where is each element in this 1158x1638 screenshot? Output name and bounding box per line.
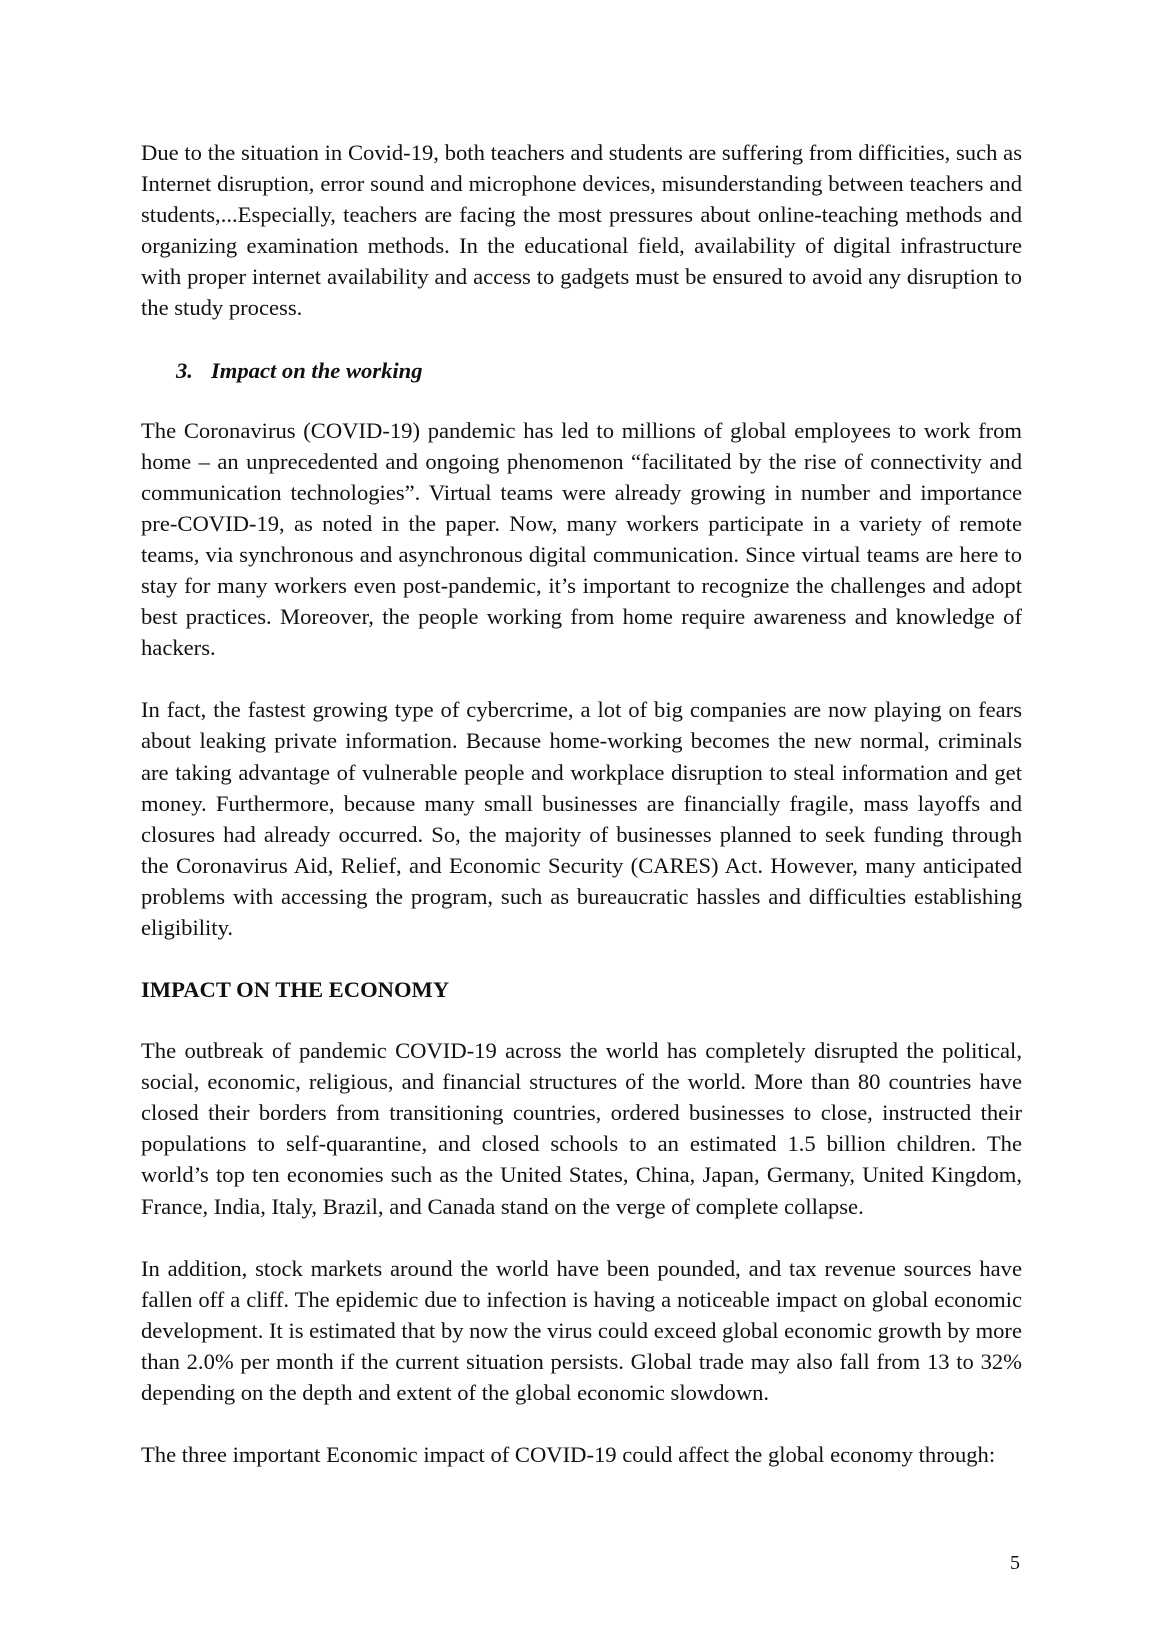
paragraph-working-2: In fact, the fastest growing type of cybercrime, a lot of big companies are now playing on fears about leaking private information. Because home-working becomes the new normal, criminals are taking advantage of vulnerable people and workplace disruption to steal information and get money. Furthermore, because many small businesses are financially fragile, mass layoffs and closures had already occurred. So, the majority of businesses planned to seek funding through the Coronavirus Aid, Relief, and Economic Security (CARES) Act. However, many anticipated problems with accessing the program, such as bureaucratic hassles and difficulties establishing eligibility. xyxy=(141,697,1022,940)
subheading-text: Impact on the working xyxy=(211,357,423,383)
paragraph-economy-2: In addition, stock markets around the world have been pounded, and tax revenue sources have fallen off a cliff. The epidemic due to infection is having a noticeable impact on global economic development. It is estimated that by now the virus could exceed global economic growth by more than 2.0% per month if the current situation persists. Global trade may also fall from 13 to 32% depending on the depth and extent of the global economic slowdown. xyxy=(141,1255,1022,1405)
page-content xyxy=(141,137,1022,1470)
page-number: 5 xyxy=(1010,1552,1020,1574)
paragraph-covid-education: Due to the situation in Covid-19, both teachers and students are suffering from difficities, such as Internet disruption, error sound and microphone devices, misunderstanding between teachers and students,...Especially, teachers are facing the most pressures about online-teaching methods and organizing examination methods. In the educational field, availability of digital infrastructure with proper internet availability and access to gadgets must be ensured to avoid any disruption to the study process. xyxy=(141,140,1022,321)
subheading-impact-on-working xyxy=(176,355,1022,386)
paragraph-economy-1: The outbreak of pandemic COVID-19 across the world has completely disrupted the political, social, economic, religious, and financial structures of the world. More than 80 countries have closed their borders from transitioning countries, ordered businesses to close, instructed their populations to self-quarantine, and closed schools to an estimated 1.5 billion children. The world’s top ten economies such as the United States, China, Japan, Germany, United Kingdom, France, India, Italy, Brazil, and Canada stand on the verge of complete collapse. xyxy=(141,1038,1022,1219)
paragraph-working-1: The Coronavirus (COVID-19) pandemic has led to millions of global employees to work from home – an unprecedented and ongoing phenomenon “facilitated by the rise of connectivity and communication technologies”. Virtual teams were already growing in number and importance pre-COVID-19, as noted in the paper. Now, many workers participate in a variety of remote teams, via synchronous and asynchronous digital communication. Since virtual teams are here to stay for many workers even post-pandemic, it’s important to recognize the challenges and adopt best practices. Moreover, the people working from home require awareness and knowledge of hackers. xyxy=(141,417,1022,661)
paragraph-economy-3: The three important Economic impact of COVID-19 could affect the global economy through: xyxy=(141,1442,996,1468)
subheading-number: 3. xyxy=(176,357,193,383)
section-heading-economy: IMPACT ON THE ECONOMY xyxy=(141,977,450,1003)
